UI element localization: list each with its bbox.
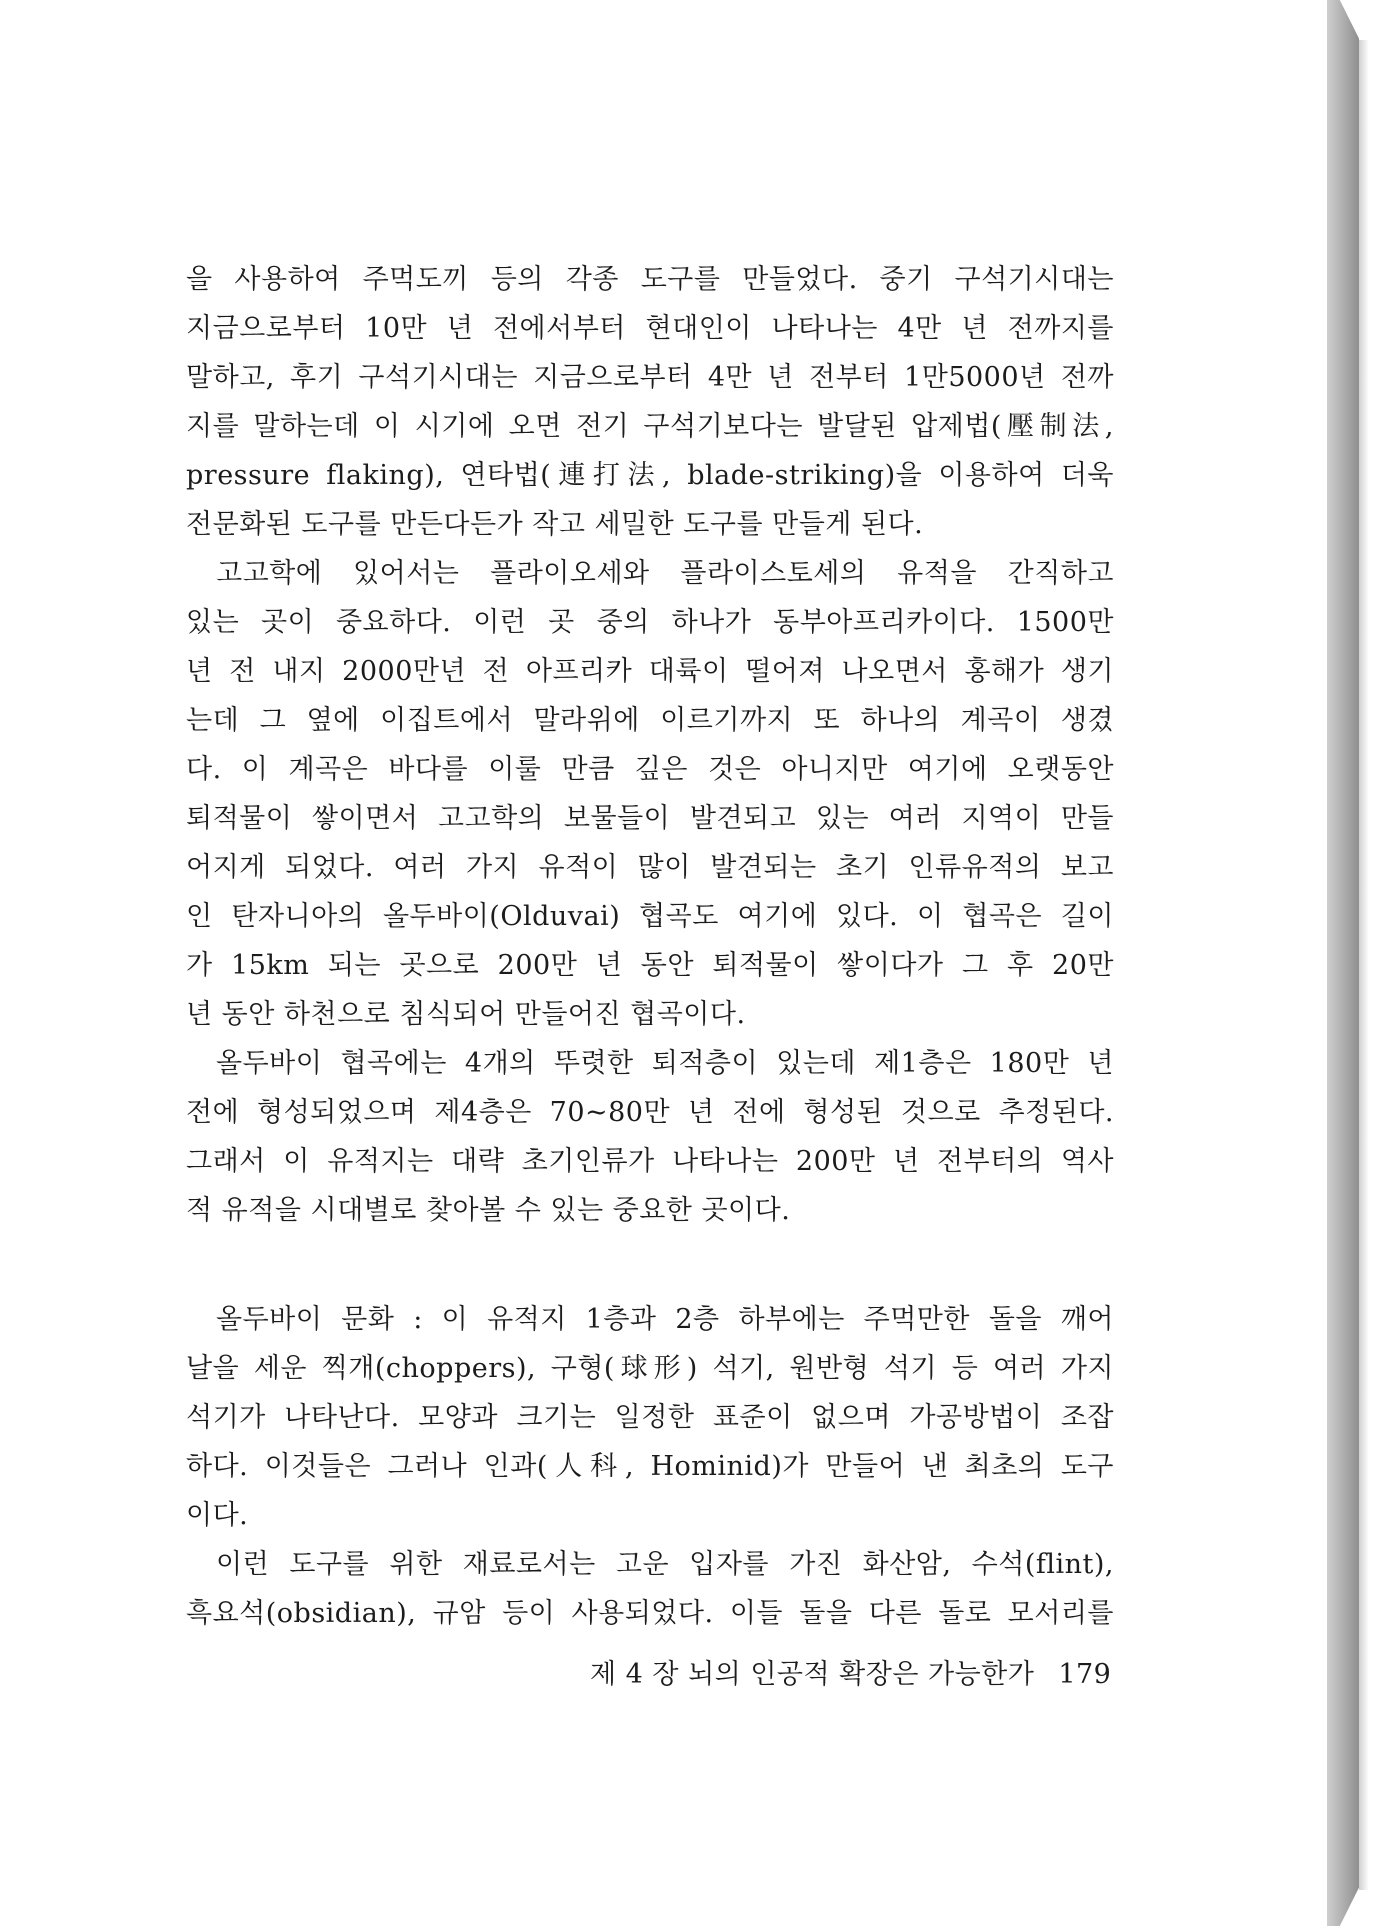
text-line: 다. 이 계곡은 바다를 이룰 만큼 깊은 것은 아니지만 여기에 오랫동안 xyxy=(186,754,1114,785)
page-edge-shadow xyxy=(1359,40,1369,1890)
text-line: 흑요석(obsidian), 규암 등이 사용되었다. 이들 돌을 다른 돌로 모서리를 xyxy=(186,1598,1114,1629)
text-line: 어지게 되었다. 여러 가지 유적이 많이 발견되는 초기 인류유적의 보고 xyxy=(186,852,1114,883)
text-line: 있는 곳이 중요하다. 이런 곳 중의 하나가 동부아프리카이다. 1500만 xyxy=(186,607,1114,638)
text-line: 지를 말하는데 이 시기에 오면 전기 구석기보다는 발달된 압제법(壓制法, xyxy=(186,411,1114,442)
chapter-title: 제 4 장 뇌의 인공적 확장은 가능한가 xyxy=(590,1659,1035,1690)
text-line: 말하고, 후기 구석기시대는 지금으로부터 4만 년 전부터 1만5000년 전까 xyxy=(186,362,1114,393)
text-line: 전문화된 도구를 만든다든가 작고 세밀한 도구를 만들게 된다. xyxy=(186,509,924,540)
running-footer xyxy=(590,1652,1112,1691)
text-line: 이다. xyxy=(186,1500,249,1531)
text-line: 하다. 이것들은 그러나 인과(人科, Hominid)가 만들어 낸 최초의 도구 xyxy=(186,1451,1114,1482)
text-line: 석기가 나타난다. 모양과 크기는 일정한 표준이 없으며 가공방법이 조잡 xyxy=(186,1402,1114,1433)
text-line: 그래서 이 유적지는 대략 초기인류가 나타나는 200만 년 전부터의 역사 xyxy=(186,1146,1114,1177)
text-line: 년 전 내지 2000만년 전 아프리카 대륙이 떨어져 나오면서 홍해가 생기 xyxy=(186,656,1114,687)
body-text xyxy=(186,255,1114,1638)
text-line: 을 사용하여 주먹도끼 등의 각종 도구를 만들었다. 중기 구석기시대는 xyxy=(186,264,1114,295)
text-line: 적 유적을 시대별로 찾아볼 수 있는 중요한 곳이다. xyxy=(186,1195,791,1226)
text-line: 이런 도구를 위한 재료로서는 고운 입자를 가진 화산암, 수석(flint), xyxy=(216,1549,1114,1580)
text-line: 날을 세운 찍개(choppers), 구형(球形) 석기, 원반형 석기 등 여러 가지 xyxy=(186,1353,1114,1384)
page-number: 179 xyxy=(1058,1659,1112,1690)
text-line: 올두바이 문화 : 이 유적지 1층과 2층 하부에는 주먹만한 돌을 깨어 xyxy=(216,1304,1114,1335)
text-line: 올두바이 협곡에는 4개의 뚜렷한 퇴적층이 있는데 제1층은 180만 년 xyxy=(216,1048,1114,1079)
text-line: 가 15km 되는 곳으로 200만 년 동안 퇴적물이 쌓이다가 그 후 20만 xyxy=(186,950,1114,981)
page-edge-shading xyxy=(1327,0,1359,1926)
text-line: 퇴적물이 쌓이면서 고고학의 보물들이 발견되고 있는 여러 지역이 만들 xyxy=(186,803,1114,834)
text-line: 전에 형성되었으며 제4층은 70~80만 년 전에 형성된 것으로 추정된다. xyxy=(186,1097,1114,1128)
text-line: 지금으로부터 10만 년 전에서부터 현대인이 나타나는 4만 년 전까지를 xyxy=(186,313,1114,344)
text-line: 년 동안 하천으로 침식되어 만들어진 협곡이다. xyxy=(186,999,746,1030)
text-line: 고고학에 있어서는 플라이오세와 플라이스토세의 유적을 간직하고 xyxy=(216,558,1114,589)
section-gap xyxy=(186,1235,1114,1295)
text-line: 인 탄자니아의 올두바이(Olduvai) 협곡도 여기에 있다. 이 협곡은 길이 xyxy=(186,901,1114,932)
text-line: pressure flaking), 연타법(連打法, blade-striking)을 이용하여 더욱 xyxy=(186,460,1114,491)
text-line: 는데 그 옆에 이집트에서 말라위에 이르기까지 또 하나의 계곡이 생겼 xyxy=(186,705,1114,736)
